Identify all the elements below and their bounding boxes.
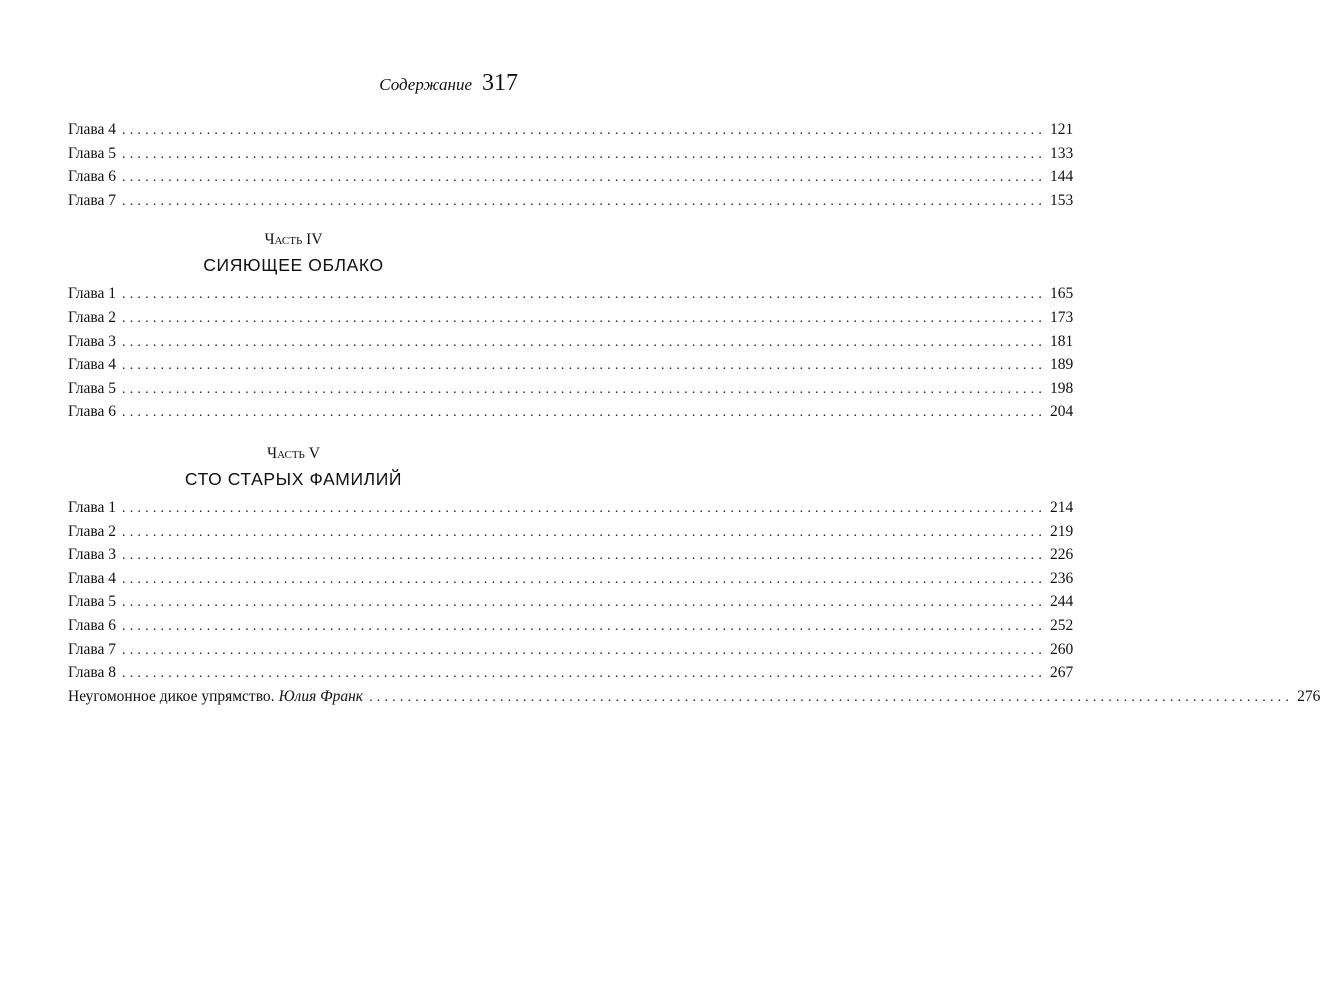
toc-entry-label: Глава 4 xyxy=(68,121,117,138)
dot-leader: ........................................................................................................................ xyxy=(122,146,1047,162)
toc-entry-label: Глава 7 xyxy=(68,640,117,658)
toc-entry-page: 153 xyxy=(1050,191,1074,209)
dot-leader: ........................................................................................................................ xyxy=(122,618,1047,634)
toc-entry[interactable] xyxy=(68,142,1074,166)
toc-entry-page: 219 xyxy=(1050,522,1074,540)
toc-entry[interactable] xyxy=(68,400,1074,424)
toc-entry-label: Глава 3 xyxy=(68,332,117,350)
toc-entry[interactable] xyxy=(68,638,1074,662)
page-number: 317 xyxy=(482,70,518,96)
dot-leader: ........................................................................................................................ xyxy=(369,689,1294,705)
dot-leader: ........................................................................................................................ xyxy=(122,500,1047,516)
dot-leader: ........................................................................................................................ xyxy=(122,666,1047,682)
toc-entry-page: 144 xyxy=(1050,168,1074,186)
toc-entry-page: 181 xyxy=(1050,332,1074,350)
part-title: СИЯЮЩЕЕ ОБЛАКО xyxy=(203,255,384,276)
toc-entry-page: 252 xyxy=(1050,616,1074,634)
toc-entry[interactable] xyxy=(68,330,1074,354)
toc-entry-label: Глава 4 xyxy=(68,569,117,587)
toc-entry-page: 236 xyxy=(1050,569,1074,587)
dot-leader: ........................................................................................................................ xyxy=(122,123,1047,138)
part-label: Часть IV xyxy=(264,231,323,249)
toc-entry[interactable] xyxy=(68,567,1074,591)
toc-entry-label: Глава 5 xyxy=(68,379,117,397)
toc-entry-page: 204 xyxy=(1050,403,1074,421)
toc-entry-label: Глава 5 xyxy=(68,593,117,611)
running-head xyxy=(379,70,518,97)
dot-leader: ........................................................................................................................ xyxy=(122,334,1047,350)
toc-entry[interactable] xyxy=(68,496,1074,520)
toc-entry-label: Глава 8 xyxy=(68,664,117,682)
toc-entry-page: 267 xyxy=(1050,664,1074,682)
table-of-contents xyxy=(68,118,1320,708)
toc-entry-page: 214 xyxy=(1050,498,1074,516)
toc-entry-page: 260 xyxy=(1050,640,1074,658)
dot-leader: ........................................................................................................................ xyxy=(122,571,1047,587)
toc-entry-label: Глава 3 xyxy=(68,546,117,564)
dot-leader: ........................................................................................................................ xyxy=(122,548,1047,564)
afterword-title: Неугомонное дикое упрямство. xyxy=(68,687,275,705)
toc-entry-label: Глава 6 xyxy=(68,403,117,421)
dot-leader: ........................................................................................................................ xyxy=(122,310,1047,326)
dot-leader: ........................................................................................................................ xyxy=(122,381,1047,397)
dot-leader: ........................................................................................................................ xyxy=(122,642,1047,658)
toc-entry-page: 244 xyxy=(1050,593,1074,611)
toc-entry-page: 173 xyxy=(1050,308,1074,326)
toc-entry[interactable] xyxy=(68,306,1074,330)
toc-entry-page: 226 xyxy=(1050,546,1074,564)
toc-entry-page: 198 xyxy=(1050,379,1074,397)
toc-entry[interactable] xyxy=(68,614,1074,638)
toc-entry[interactable] xyxy=(68,165,1074,189)
toc-entry[interactable] xyxy=(68,661,1074,685)
dot-leader: ........................................................................................................................ xyxy=(122,595,1047,611)
dot-leader: ........................................................................................................................ xyxy=(122,358,1047,374)
toc-entry-label: Глава 6 xyxy=(68,168,117,186)
toc-entry[interactable] xyxy=(68,590,1074,614)
dot-leader: ........................................................................................................................ xyxy=(122,170,1047,186)
toc-entry-page: 165 xyxy=(1050,285,1074,303)
running-head-title: Содержание xyxy=(379,75,472,94)
toc-entry-page: 189 xyxy=(1050,356,1074,374)
toc-entry[interactable] xyxy=(68,543,1074,567)
toc-entry-label: Глава 6 xyxy=(68,616,117,634)
dot-leader: ........................................................................................................................ xyxy=(122,524,1047,540)
toc-entry-label: Глава 5 xyxy=(68,144,117,162)
toc-entry[interactable] xyxy=(68,353,1074,377)
toc-entry-page: 276 xyxy=(1297,687,1320,705)
toc-entry-label: Глава 4 xyxy=(68,356,117,374)
toc-entry-label: Глава 2 xyxy=(68,308,117,326)
afterword-label xyxy=(68,685,369,709)
dot-leader: ........................................................................................................................ xyxy=(122,193,1047,209)
part-label: Часть V xyxy=(267,444,320,462)
toc-entry-label: Глава 2 xyxy=(68,522,117,540)
dot-leader: ........................................................................................................................ xyxy=(122,405,1047,421)
toc-entry-label: Глава 1 xyxy=(68,498,117,516)
toc-entry-page: 121 xyxy=(1050,121,1074,138)
toc-entry[interactable] xyxy=(68,377,1074,401)
toc-entry[interactable] xyxy=(68,520,1074,544)
toc-entry-label: Глава 7 xyxy=(68,191,117,209)
toc-group-top xyxy=(68,118,1074,212)
afterword-author: Юлия Франк xyxy=(278,687,364,705)
toc-entry-afterword[interactable] xyxy=(68,685,1320,709)
toc-entry[interactable] xyxy=(68,282,1074,306)
toc-entry-label: Глава 1 xyxy=(68,285,117,303)
part-title: СТО СТАРЫХ ФАМИЛИЙ xyxy=(184,468,403,489)
toc-entry-page: 133 xyxy=(1050,144,1074,162)
toc-entry[interactable] xyxy=(68,118,1074,142)
toc-entry[interactable] xyxy=(68,189,1074,213)
toc-group-part4 xyxy=(68,282,1074,424)
toc-group-part5 xyxy=(68,496,1320,708)
dot-leader: ........................................................................................................................ xyxy=(122,287,1047,303)
